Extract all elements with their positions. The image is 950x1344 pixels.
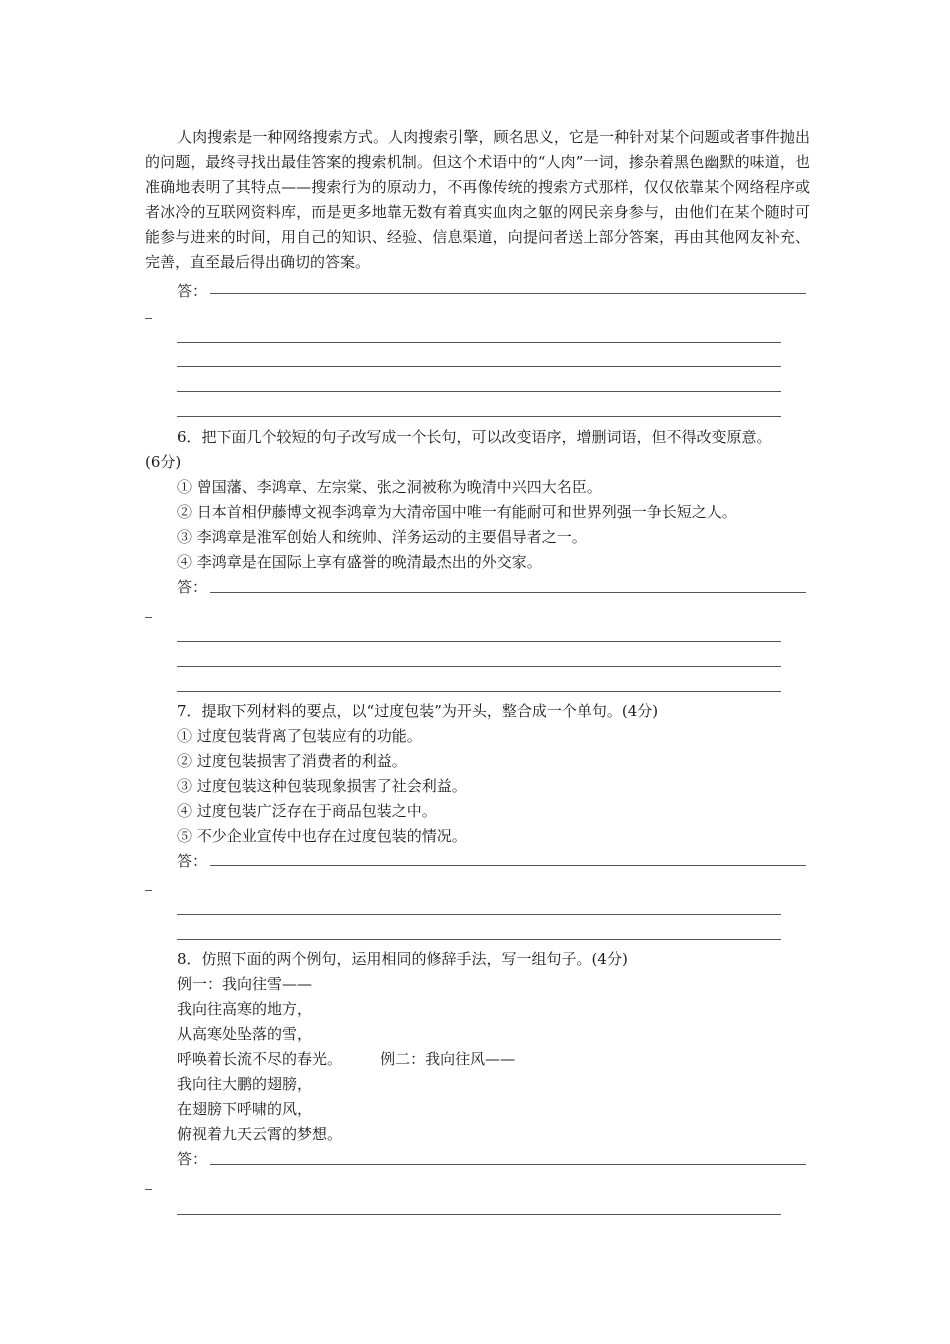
answer-label: 答： [177,282,208,300]
answer-line[interactable] [210,293,806,294]
answer-line[interactable] [177,691,781,692]
line-dash [145,1189,152,1190]
q7-item: ④ 过度包装广泛存在于商品包装之中。 [177,802,437,820]
q7-item: ② 过度包装损害了消费者的利益。 [177,752,407,770]
answer-label: 答： [177,852,208,870]
q6-points: (6分) [145,453,182,471]
q8-example-line: 从高寒处坠落的雪， [177,1025,313,1043]
answer-line[interactable] [177,366,781,367]
line-dash [145,617,152,618]
q6-item: ③ 李鸿章是淮军创始人和统帅、洋务运动的主要倡导者之一。 [177,528,587,546]
q8-example-line: 我向往高寒的地方， [177,1000,313,1018]
q7-item: ① 过度包装背离了包装应有的功能。 [177,727,422,745]
answer-line[interactable] [210,1164,806,1165]
answer-line[interactable] [177,391,781,392]
q8-prompt: 8．仿照下面的两个例句，运用相同的修辞手法，写一组句子。(4分) [177,950,628,968]
q8-example-line: 我向往大鹏的翅膀， [177,1075,313,1093]
line-dash [145,890,152,891]
q6-prompt: 6．把下面几个较短的句子改写成一个长句，可以改变语序，增删词语，但不得改变原意。 [177,428,772,446]
passage-text: 人肉搜索是一种网络搜索方式。人肉搜索引擎，顾名思义，它是一种针对某个问题或者事件抛出的问题，最终寻找出最佳答案的搜索机制。但这个术语中的“人肉”一词，掺杂着黑色幽默的味道，也准确地表明了其特点——搜索行为的原动力，不再像传统的搜索方式那样，仅仅依靠某个网络程序或者冰冷的互联网资料库，而是更多地靠无数有着真实血肉之躯的网民亲身参与，由他们在某个随时可能参与进来的时间，用自己的知识、经验、信息渠道，向提问者送上部分答案，再由其他网友补充、完善，直至最后得出确切的答案。 [145,128,810,271]
q8-example-line: 例一：我向往雪—— [177,975,313,993]
q6-item: ② 日本首相伊藤博文视李鸿章为大清帝国中唯一有能耐可和世界列强一争长短之人。 [177,503,737,521]
answer-label: 答： [177,578,208,596]
q7-item: ③ 过度包装这种包装现象损害了社会利益。 [177,777,467,795]
answer-label: 答： [177,1150,208,1168]
q8-example-line: 在翅膀下呼啸的风， [177,1100,313,1118]
q8-example-line: 俯视着九天云霄的梦想。 [177,1125,343,1143]
answer-line[interactable] [177,914,781,915]
q6-item: ④ 李鸿章是在国际上享有盛誉的晚清最杰出的外交家。 [177,553,542,571]
answer-line[interactable] [177,939,781,940]
q8-example-line: 呼唤着长流不尽的春光。 例二：我向往风—— [177,1050,516,1068]
answer-line[interactable] [177,1214,781,1215]
answer-line[interactable] [177,666,781,667]
answer-line[interactable] [177,641,781,642]
q7-prompt: 7．提取下列材料的要点，以“过度包装”为开头，整合成一个单句。(4分) [177,702,659,720]
answer-line[interactable] [177,416,781,417]
q6-item: ① 曾国藩、李鸿章、左宗棠、张之洞被称为晚清中兴四大名臣。 [177,478,602,496]
q7-item: ⑤ 不少企业宣传中也存在过度包装的情况。 [177,827,467,845]
answer-line[interactable] [210,592,806,593]
answer-line[interactable] [177,342,781,343]
answer-line[interactable] [210,865,806,866]
line-dash [145,318,152,319]
